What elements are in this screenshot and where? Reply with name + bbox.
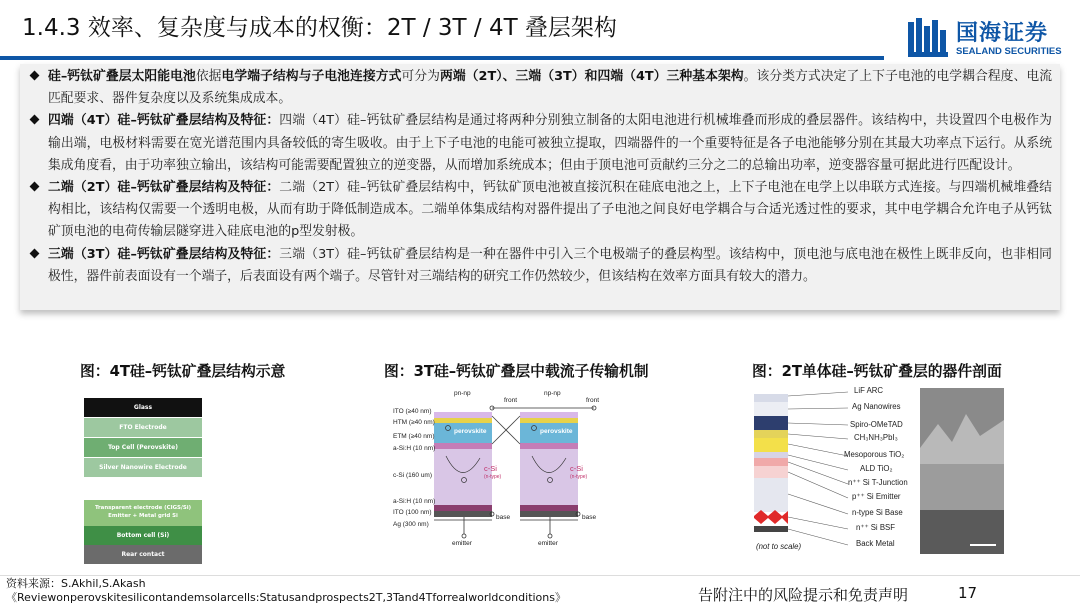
label-ntype-left: (n-type)	[484, 474, 502, 480]
figure-1-title: 图：4T硅–钙钛矿叠层结构示意	[80, 363, 286, 380]
label-asih-top: a-Si:H (10 nm)	[393, 445, 436, 452]
footer-disclaimer: 告附注中的风险提示和免责声明	[698, 586, 909, 604]
label-base-left: base	[496, 514, 511, 521]
label-htm: HTM (≥40 nm)	[393, 419, 435, 426]
label-emitter-left: emitter	[452, 540, 472, 547]
label-csi-left: c-Si	[484, 464, 497, 473]
label-lif-arc: LiF ARC	[854, 386, 884, 395]
source-authors: 资料来源：S.Akhil,S.Akash	[6, 577, 146, 590]
label-base-right: base	[582, 514, 597, 521]
label-t-junction: n⁺⁺ Si T-Junction	[848, 478, 908, 487]
bullet-emphasis: 电学端子结构与子电池连接方式	[221, 69, 402, 84]
label-perovskite-left: perovskite	[454, 428, 487, 435]
figure-3-title: 图：2T单体硅–钙钛矿叠层的器件剖面	[752, 363, 1002, 380]
bullet-diamond-icon	[30, 248, 40, 258]
bullet-diamond-icon	[30, 115, 40, 125]
figure-4t-stack	[78, 392, 210, 568]
bullet-4t	[28, 110, 1052, 177]
label-front-right: front	[586, 397, 600, 404]
bullet-text: 依据	[195, 69, 222, 84]
layer-bottom-cell: Bottom cell (Si)	[84, 526, 202, 545]
bullet-emphasis: 两端（2T）、三端（3T）和四端（4T）三种基本架构	[439, 69, 744, 84]
bullet-text: 可分为	[401, 69, 440, 84]
sealand-logo-icon	[906, 16, 950, 60]
page-number: 17	[958, 584, 978, 602]
label-etm: ETM (≥40 nm)	[393, 433, 435, 440]
bullet-3t	[28, 244, 1052, 288]
layer-fto: FTO Electrode	[84, 418, 202, 437]
label-ito-bottom: ITO (100 nm)	[393, 509, 432, 516]
label-back-metal: Back Metal	[856, 539, 895, 548]
bullet-diamond-icon	[30, 182, 40, 192]
layer-silver-nanowire: Silver Nanowire Electrode	[84, 458, 202, 477]
bullet-lead: 四端（4T）硅–钙钛矿叠层结构及特征：	[48, 113, 280, 129]
label-csi-right: c-Si	[570, 464, 583, 473]
label-csi: c-Si (160 um)	[393, 472, 433, 479]
bullet-text: 三端（3T）硅–钙钛矿叠层结构是一种在器件中引入三个电极端子的叠层构型。该结构中，顶电池与底电池在极性上既非反向，也非相同极性，器件前表面设有一个端子，后表面设有两个端子。尽管针对三端结构的研究工作仍然较少，但该结构在效率方面具有较大的潜力。	[48, 246, 1052, 284]
label-si-base: n-type Si Base	[852, 508, 903, 517]
label-ito-top: ITO (≥40 nm)	[393, 408, 432, 415]
label-ag: Ag (300 nm)	[393, 521, 429, 528]
bullet-text: 二端（2T）硅–钙钛矿叠层结构中，钙钛矿顶电池被直接沉积在硅底电池之上，上下子电池在电学上以串联方式连接。与四端机械堆叠结构相比，该结构仅需要一个透明电极，从而有助于降低制造成本。二端单体集成结构对器件提出了子电池之间良好电学耦合与合适光透过性的要求，其中电学耦合允许电子从钙钛矿顶电池的电荷传输层隧穿进入硅底电池的p型发射极。	[48, 180, 1052, 240]
summary-box	[20, 64, 1060, 310]
figure-3t-transport	[384, 388, 624, 554]
label-emitter-right: emitter	[538, 540, 558, 547]
label-mesoporous-tio2: Mesoporous TiO₂	[844, 450, 905, 459]
label-np-np: np-np	[544, 390, 561, 397]
layer-rear-contact: Rear contact	[84, 545, 202, 564]
label-si-emitter: p⁺⁺ Si Emitter	[852, 492, 901, 501]
company-logo	[906, 14, 1066, 64]
label-ald-tio2: ALD TiO₂	[860, 464, 893, 473]
label-mapbi3: CH₃NH₃PbI₃	[854, 433, 898, 442]
layer-top-cell: Top Cell (Perovskite)	[84, 438, 202, 457]
label-si-bsf: n⁺⁺ Si BSF	[856, 523, 895, 532]
title-rule	[0, 56, 884, 60]
layer-glass: Glass	[84, 398, 202, 417]
label-asih-bottom: a-Si:H (10 nm)	[393, 498, 436, 505]
footer-divider	[0, 575, 1080, 576]
bullet-text: 。该分类方式决定了上下子电池的电学耦合程度、电流匹配要求、器件复杂度以及系统集成成本。	[48, 69, 1053, 107]
label-ag-nanowires: Ag Nanowires	[852, 402, 901, 411]
layer-transparent-electrode: Transparent electrode (CIGS/Si) Emitter + Metal grid Si	[84, 500, 202, 526]
label-perovskite-right: perovskite	[540, 428, 573, 435]
bullet-lead: 二端（2T）硅–钙钛矿叠层结构及特征：	[48, 180, 280, 196]
figure-2-title: 图：3T硅–钙钛矿叠层中载流子传输机制	[384, 363, 649, 380]
bullet-lead: 硅–钙钛矿叠层太阳能电池	[48, 69, 196, 84]
figure-2t-cross-section	[752, 384, 1012, 556]
bullet-text: 四端（4T）硅–钙钛矿叠层结构是通过将两种分别独立制备的太阳电池进行机械堆叠而形成的叠层器件。该结构中，共设置四个电极作为输出端，电极材料需要在宽光谱范围内具备较低的寄生吸收。由于上下子电池的电能可被独立提取，四端器件的一个重要特征是各子电池能够分别在其最大功率点下运行。从系统集成角度看，由于功率独立输出，该结构可能需要配置独立的逆变器，从而增加系统成本；但由于顶电池可贡献约三分之二的总输出功率，逆变器容量可据此进行匹配设计。	[48, 113, 1052, 173]
label-front-left: front	[504, 397, 518, 404]
label-spiro: Spiro-OMeTAD	[850, 420, 903, 429]
bullet-lead: 三端（3T）硅–钙钛矿叠层结构及特征：	[48, 246, 280, 262]
label-pn-np: pn-np	[454, 390, 471, 397]
source-title: 《Reviewonperovskitesilicontandemsolarcells:Statusandprospects2T,3Tand4Tforrealworldconditions》	[6, 591, 566, 604]
page-title: 1.4.3 效率、复杂度与成本的权衡：2T / 3T / 4T 叠层架构	[22, 15, 617, 41]
label-not-to-scale: (not to scale)	[756, 542, 802, 551]
footer-source	[6, 577, 566, 605]
bullet-2t	[28, 177, 1052, 244]
bullet-overview	[28, 66, 1052, 110]
bullet-diamond-icon	[30, 71, 40, 81]
logo-text-en: SEALAND SECURITIES	[956, 46, 1062, 57]
label-ntype-right: (n-type)	[570, 474, 588, 480]
logo-text-cn: 国海证券	[956, 21, 1049, 46]
